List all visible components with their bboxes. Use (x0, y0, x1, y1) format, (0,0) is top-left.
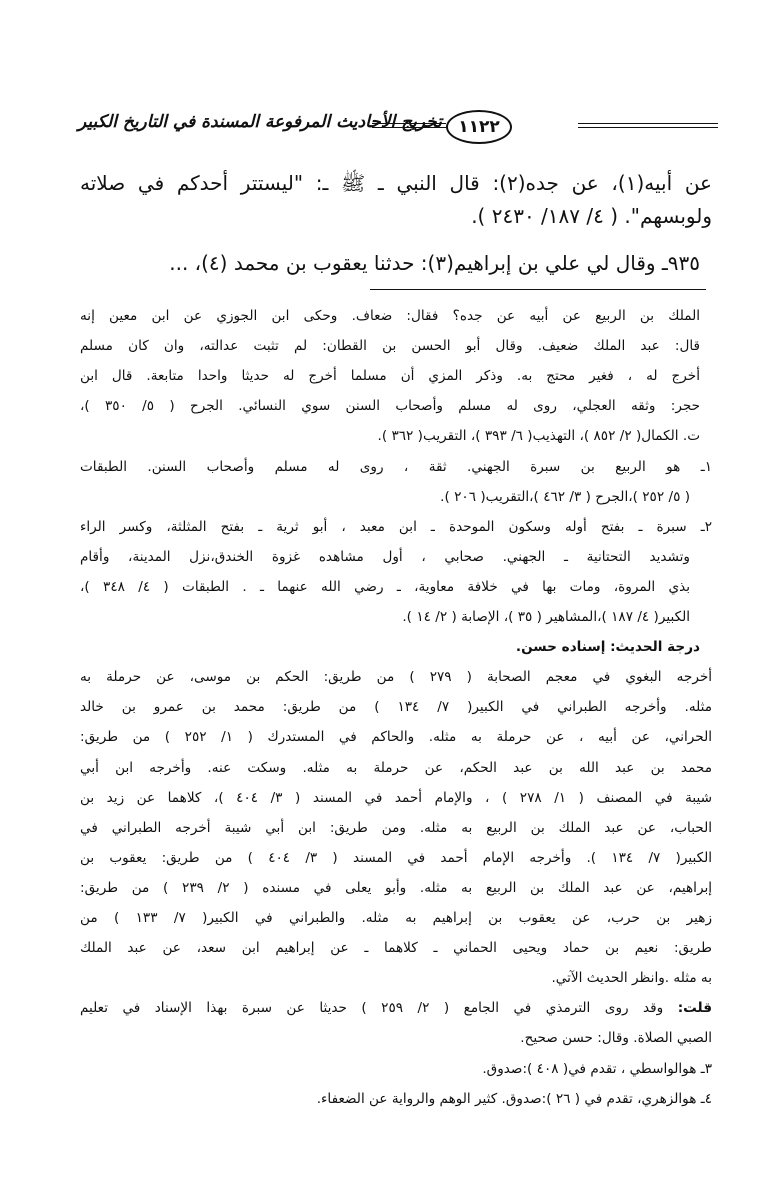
footnote-line: بذي المروة، ومات بها في خلافة معاوية، ـ رضي الله عنهما ـ . الطبقات ( ٤/ ٣٤٨ )، (80, 578, 690, 595)
qult-text: وقد روى الترمذي في الجامع ( ٢/ ٢٥٩ ) حديثا عن سبرة بهذا الإسناد في تعليم (80, 1000, 664, 1017)
footnote-line: الصبي الصلاة. وقال: حسن صحيح. (520, 1030, 712, 1047)
footnote-line: ( ٥/ ٢٥٢ )،الجرح ( ٣/ ٤٦٢ )،التقريب( ٢٠٦ ). (440, 488, 690, 505)
footnote-line: إبراهيم، عن عبد الملك بن الربيع به مثله. وأبو يعلى في مسنده ( ٢/ ٢٣٩ ) من طريق: (80, 879, 712, 896)
running-header (78, 108, 718, 144)
main-text-line: ولوبسهم". ( ٤/ ١٨٧/ ٢٤٣٠ ). (471, 204, 712, 228)
footnote-line: محمد بن عبد الله بن عبد الحكم، عن حرملة به مثله. وسكت عنه. وأخرجه ابن أبي (80, 759, 712, 776)
footnote-line: شيبة في المصنف ( ١/ ٢٧٨ ) ، والإمام أحمد في المسند ( ٣/ ٤٠٤ )، كلاهما عن زيد بن (80, 789, 712, 806)
footnote-line: وتشديد التحتانية ـ الجهني. صحابي ، أول مشاهده غزوة الخندق،نزل المدينة، وأقام (80, 548, 690, 565)
running-title: تخريج الأحاديث المرفوعة المسندة في التاريخ الكبير (78, 112, 442, 132)
footnote-line: أخرجه البغوي في معجم الصحابة ( ٢٧٩ ) من طريق: الحكم بن موسى، عن حرملة به (80, 669, 712, 686)
hadith-grade-text: درجة الحديث: إسناده حسن. (515, 639, 700, 656)
hadith-grade (80, 637, 700, 657)
footnote-line: الحباب، عن عبد الملك بن الربيع به مثله. ومن طريق: ابن أبي شيبة أخرجه الطبراني في (80, 819, 712, 836)
footnote-line: ٢ـ سبرة ـ بفتح أوله وسكون الموحدة ـ ابن معبد ، أبو ثرية ـ بفتح المثلثة، وكسر الراء (80, 518, 712, 535)
footnote-line: الكبير( ٧/ ١٣٤ ). وأخرجه الإمام أحمد في المسند ( ٣/ ٤٠٤ ) من طريق: يعقوب بن (80, 849, 712, 866)
header-rule-right (578, 123, 718, 128)
footnote-line: الكبير( ٤/ ١٨٧ )،المشاهير ( ٣٥ )، الإصابة ( ٢/ ١٤ ). (402, 609, 690, 625)
footnote-line: ٣ـ هوالواسطي ، تقدم في( ٤٠٨ ):صدوق. (482, 1060, 712, 1077)
footnote-line: به مثله .وانظر الحديث الآتي. (551, 970, 712, 987)
footnote-line: زهير بن حرب، عن يعقوب بن إبراهيم به مثله. والطبراني في الكبير( ٧/ ١٣٣ ) من (80, 910, 712, 926)
footnote-line: الحراني، عن أبيه ، عن حرملة به مثله. والحاكم في المستدرك ( ١/ ٢٥٢ ) من طريق: (80, 729, 712, 746)
footnote-line: ٤ـ هوالزهري، تقدم في ( ٢٦ ):صدوق. كثير الوهم والرواية عن الضعفاء. (316, 1090, 712, 1107)
footnote-line: قال: عبد الملك ضعيف. وقال أبو الحسن بن القطان: لم تثبت عدالته، وان كان مسلم (80, 338, 700, 355)
page-number: ١١٢٢ (446, 110, 512, 144)
footnote-line: طريق: نعيم بن حماد ويحيى الحماني ـ كلاهما ـ عن إبراهيم ابن سعد، عن عبد الملك (80, 940, 712, 957)
qult-label: قلت: (677, 1000, 712, 1017)
main-text-line: عن أبيه(١)، عن جده(٢): قال النبي ـ ﷺ ـ: "ليستتر أحدكم في صلاته (80, 171, 712, 195)
footnote-line: أخرج له ، فغير محتج به. وذكر المزي أن مسلما أخرج له حديثا واحدا متابعة. قال ابن (80, 368, 700, 385)
footnote-line: ت. الكمال( ٢/ ٨٥٢ )، التهذيب( ٦/ ٣٩٣ )، التقريب( ٣٦٢ ). (377, 428, 700, 445)
footnote-separator (370, 289, 706, 290)
footnote-line (80, 998, 712, 1018)
footnote-line: مثله. وأخرجه الطبراني في الكبير( ٧/ ١٣٤ ) من طريق: محمد بن عمرو بن خالد (80, 699, 712, 716)
footnote-line: حجر: وثقه العجلي، روى له مسلم وأصحاب السنن سوي النسائي. الجرح ( ٥/ ٣٥٠ )، (80, 398, 700, 415)
footnote-line: الملك بن الربيع عن أبيه عن جده؟ فقال: ضعاف. وحكى ابن الجوزي عن ابن معين إنه (80, 308, 700, 324)
hadith-935-line: ٩٣٥ـ وقال لي علي بن إبراهيم(٣): حدثنا يعقوب بن محمد (٤)، ... (169, 251, 700, 275)
footnote-line: ١ـ هو الربيع بن سبرة الجهني. ثقة ، روى له مسلم وأصحاب السنن. الطبقات (80, 458, 712, 475)
